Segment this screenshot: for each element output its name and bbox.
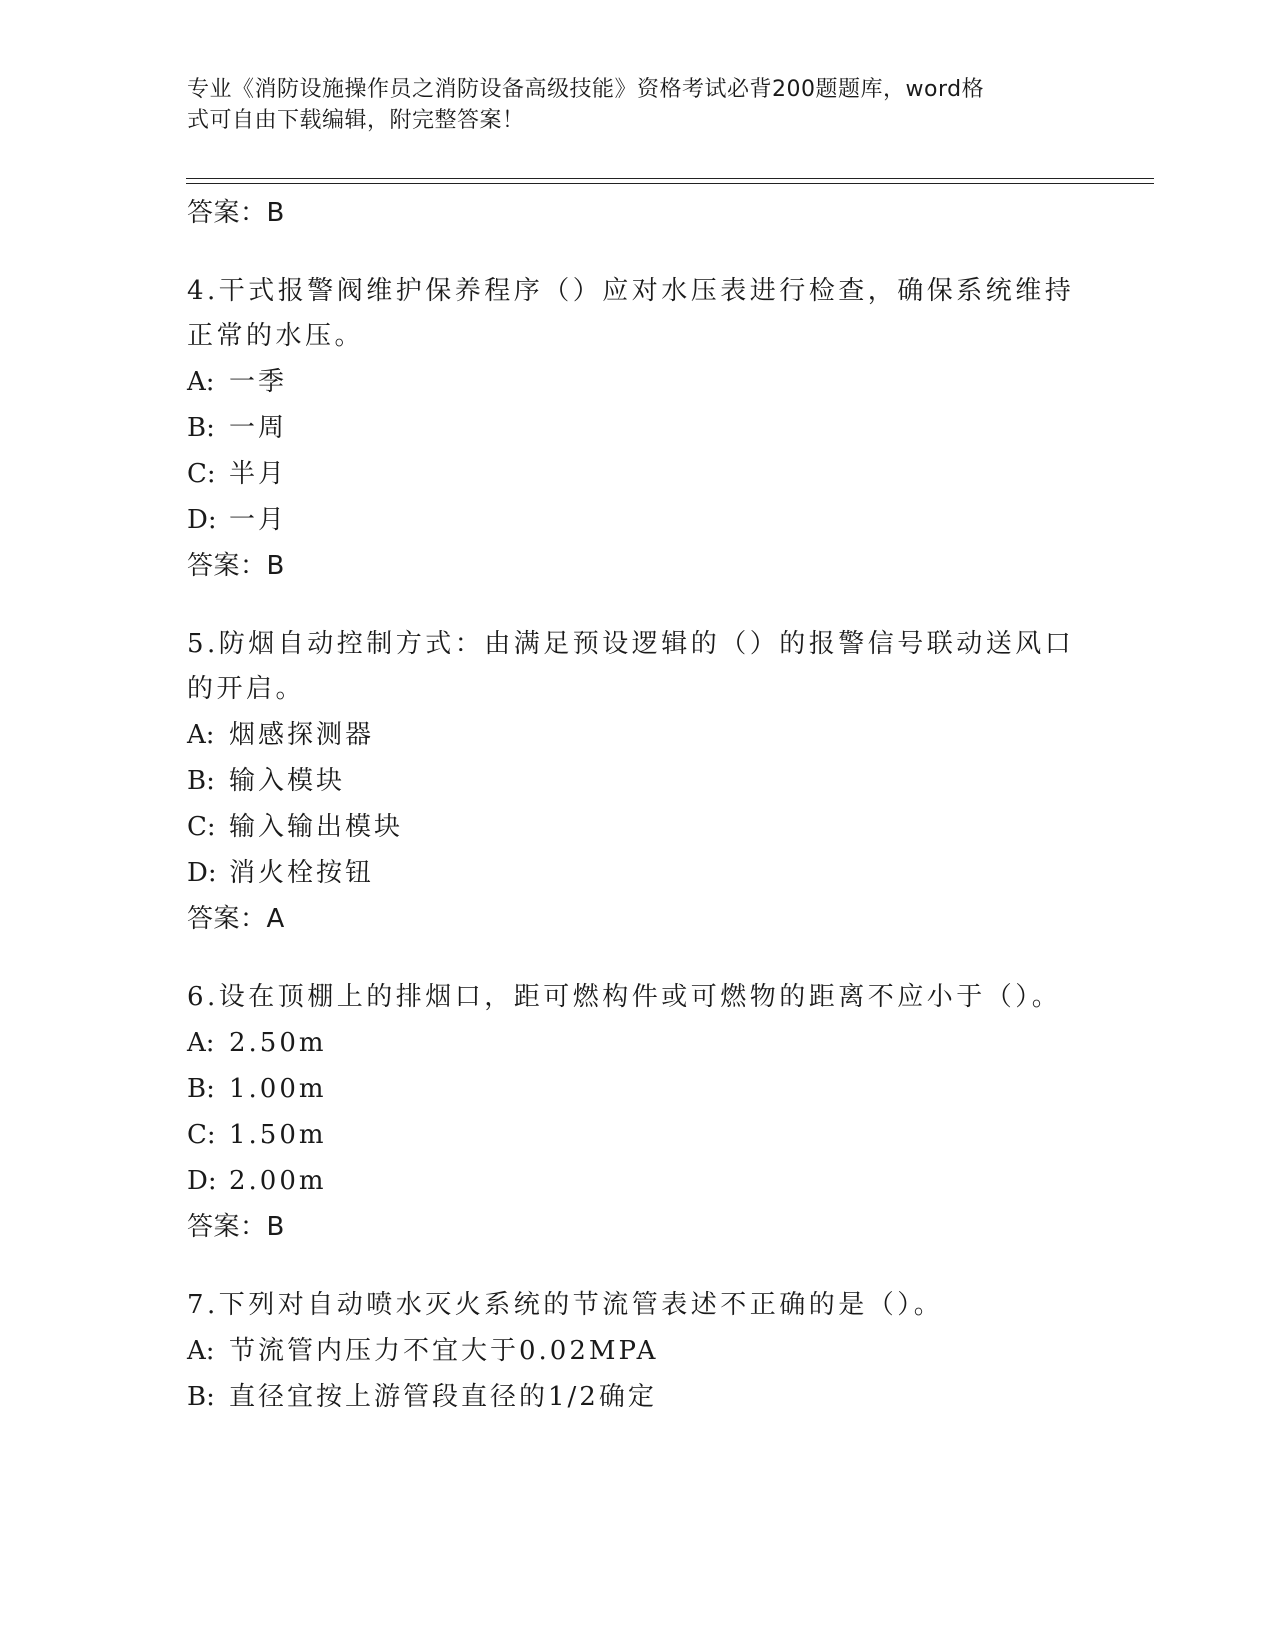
option-text: 节流管内压力不宜大于0.02MPA bbox=[229, 1336, 659, 1366]
option-letter: B: bbox=[187, 1074, 215, 1104]
option-text: 输入输出模块 bbox=[229, 812, 404, 842]
option-text: 1.00m bbox=[229, 1074, 327, 1104]
option-a bbox=[187, 1328, 1087, 1374]
option-text: 一季 bbox=[229, 367, 288, 397]
option-letter: A: bbox=[187, 1336, 215, 1366]
option-d bbox=[187, 497, 1087, 543]
answer-line: 答案：A bbox=[187, 904, 285, 934]
option-letter: B: bbox=[187, 413, 215, 443]
option-text: 半月 bbox=[229, 459, 288, 489]
header-line-2: 式可自由下载编辑，附完整答案！ bbox=[187, 108, 525, 133]
option-a bbox=[187, 1020, 1087, 1066]
option-text: 1.50m bbox=[229, 1120, 327, 1150]
option-letter: A: bbox=[187, 720, 215, 750]
question-block bbox=[187, 1283, 1087, 1420]
option-b bbox=[187, 1374, 1087, 1420]
option-d bbox=[187, 850, 1087, 896]
option-letter: A: bbox=[187, 367, 215, 397]
answer-line: 答案：B bbox=[187, 551, 285, 581]
question-text-line: 6.设在顶棚上的排烟口，距可燃构件或可燃物的距离不应小于（）。 bbox=[187, 982, 1062, 1012]
option-letter: C: bbox=[187, 812, 216, 842]
option-letter: D: bbox=[187, 858, 217, 888]
option-letter: D: bbox=[187, 505, 217, 535]
option-b bbox=[187, 405, 1087, 451]
question-block bbox=[187, 269, 1087, 589]
option-c bbox=[187, 1112, 1087, 1158]
option-letter: C: bbox=[187, 459, 216, 489]
question-text-line: 的开启。 bbox=[187, 674, 306, 704]
option-b bbox=[187, 758, 1087, 804]
option-letter: B: bbox=[187, 766, 215, 796]
header-line-1: 专业《消防设施操作员之消防设备高级技能》资格考试必背200题题库，word格 bbox=[187, 77, 985, 102]
option-text: 一周 bbox=[229, 413, 288, 443]
document-header bbox=[187, 74, 1067, 136]
question-text-line: 7.下列对自动喷水灭火系统的节流管表述不正确的是（）。 bbox=[187, 1290, 944, 1320]
option-a bbox=[187, 712, 1087, 758]
option-letter: C: bbox=[187, 1120, 216, 1150]
answer-line: 答案：B bbox=[187, 1212, 285, 1242]
answer-line: 答案：B bbox=[187, 198, 285, 228]
header-divider-bottom bbox=[186, 183, 1154, 184]
option-text: 2.50m bbox=[229, 1028, 327, 1058]
option-letter: A: bbox=[187, 1028, 215, 1058]
option-text: 直径宜按上游管段直径的1/2确定 bbox=[229, 1382, 657, 1412]
question-text-line: 4.干式报警阀维护保养程序（）应对水压表进行检查，确保系统维持 bbox=[187, 276, 1075, 306]
question-block bbox=[187, 622, 1087, 942]
option-text: 2.00m bbox=[229, 1166, 327, 1196]
question-list bbox=[187, 190, 1087, 1420]
option-b bbox=[187, 1066, 1087, 1112]
question-text-line: 正常的水压。 bbox=[187, 321, 365, 351]
option-c bbox=[187, 804, 1087, 850]
option-c bbox=[187, 451, 1087, 497]
option-text: 烟感探测器 bbox=[229, 720, 375, 750]
option-a bbox=[187, 359, 1087, 405]
question-text-line: 5.防烟自动控制方式：由满足预设逻辑的（）的报警信号联动送风口 bbox=[187, 629, 1075, 659]
header-divider-top bbox=[186, 178, 1154, 179]
option-letter: D: bbox=[187, 1166, 217, 1196]
option-text: 消火栓按钮 bbox=[229, 858, 375, 888]
option-letter: B: bbox=[187, 1382, 215, 1412]
option-text: 输入模块 bbox=[229, 766, 346, 796]
question-block bbox=[187, 975, 1087, 1250]
option-text: 一月 bbox=[229, 505, 288, 535]
option-d bbox=[187, 1158, 1087, 1204]
